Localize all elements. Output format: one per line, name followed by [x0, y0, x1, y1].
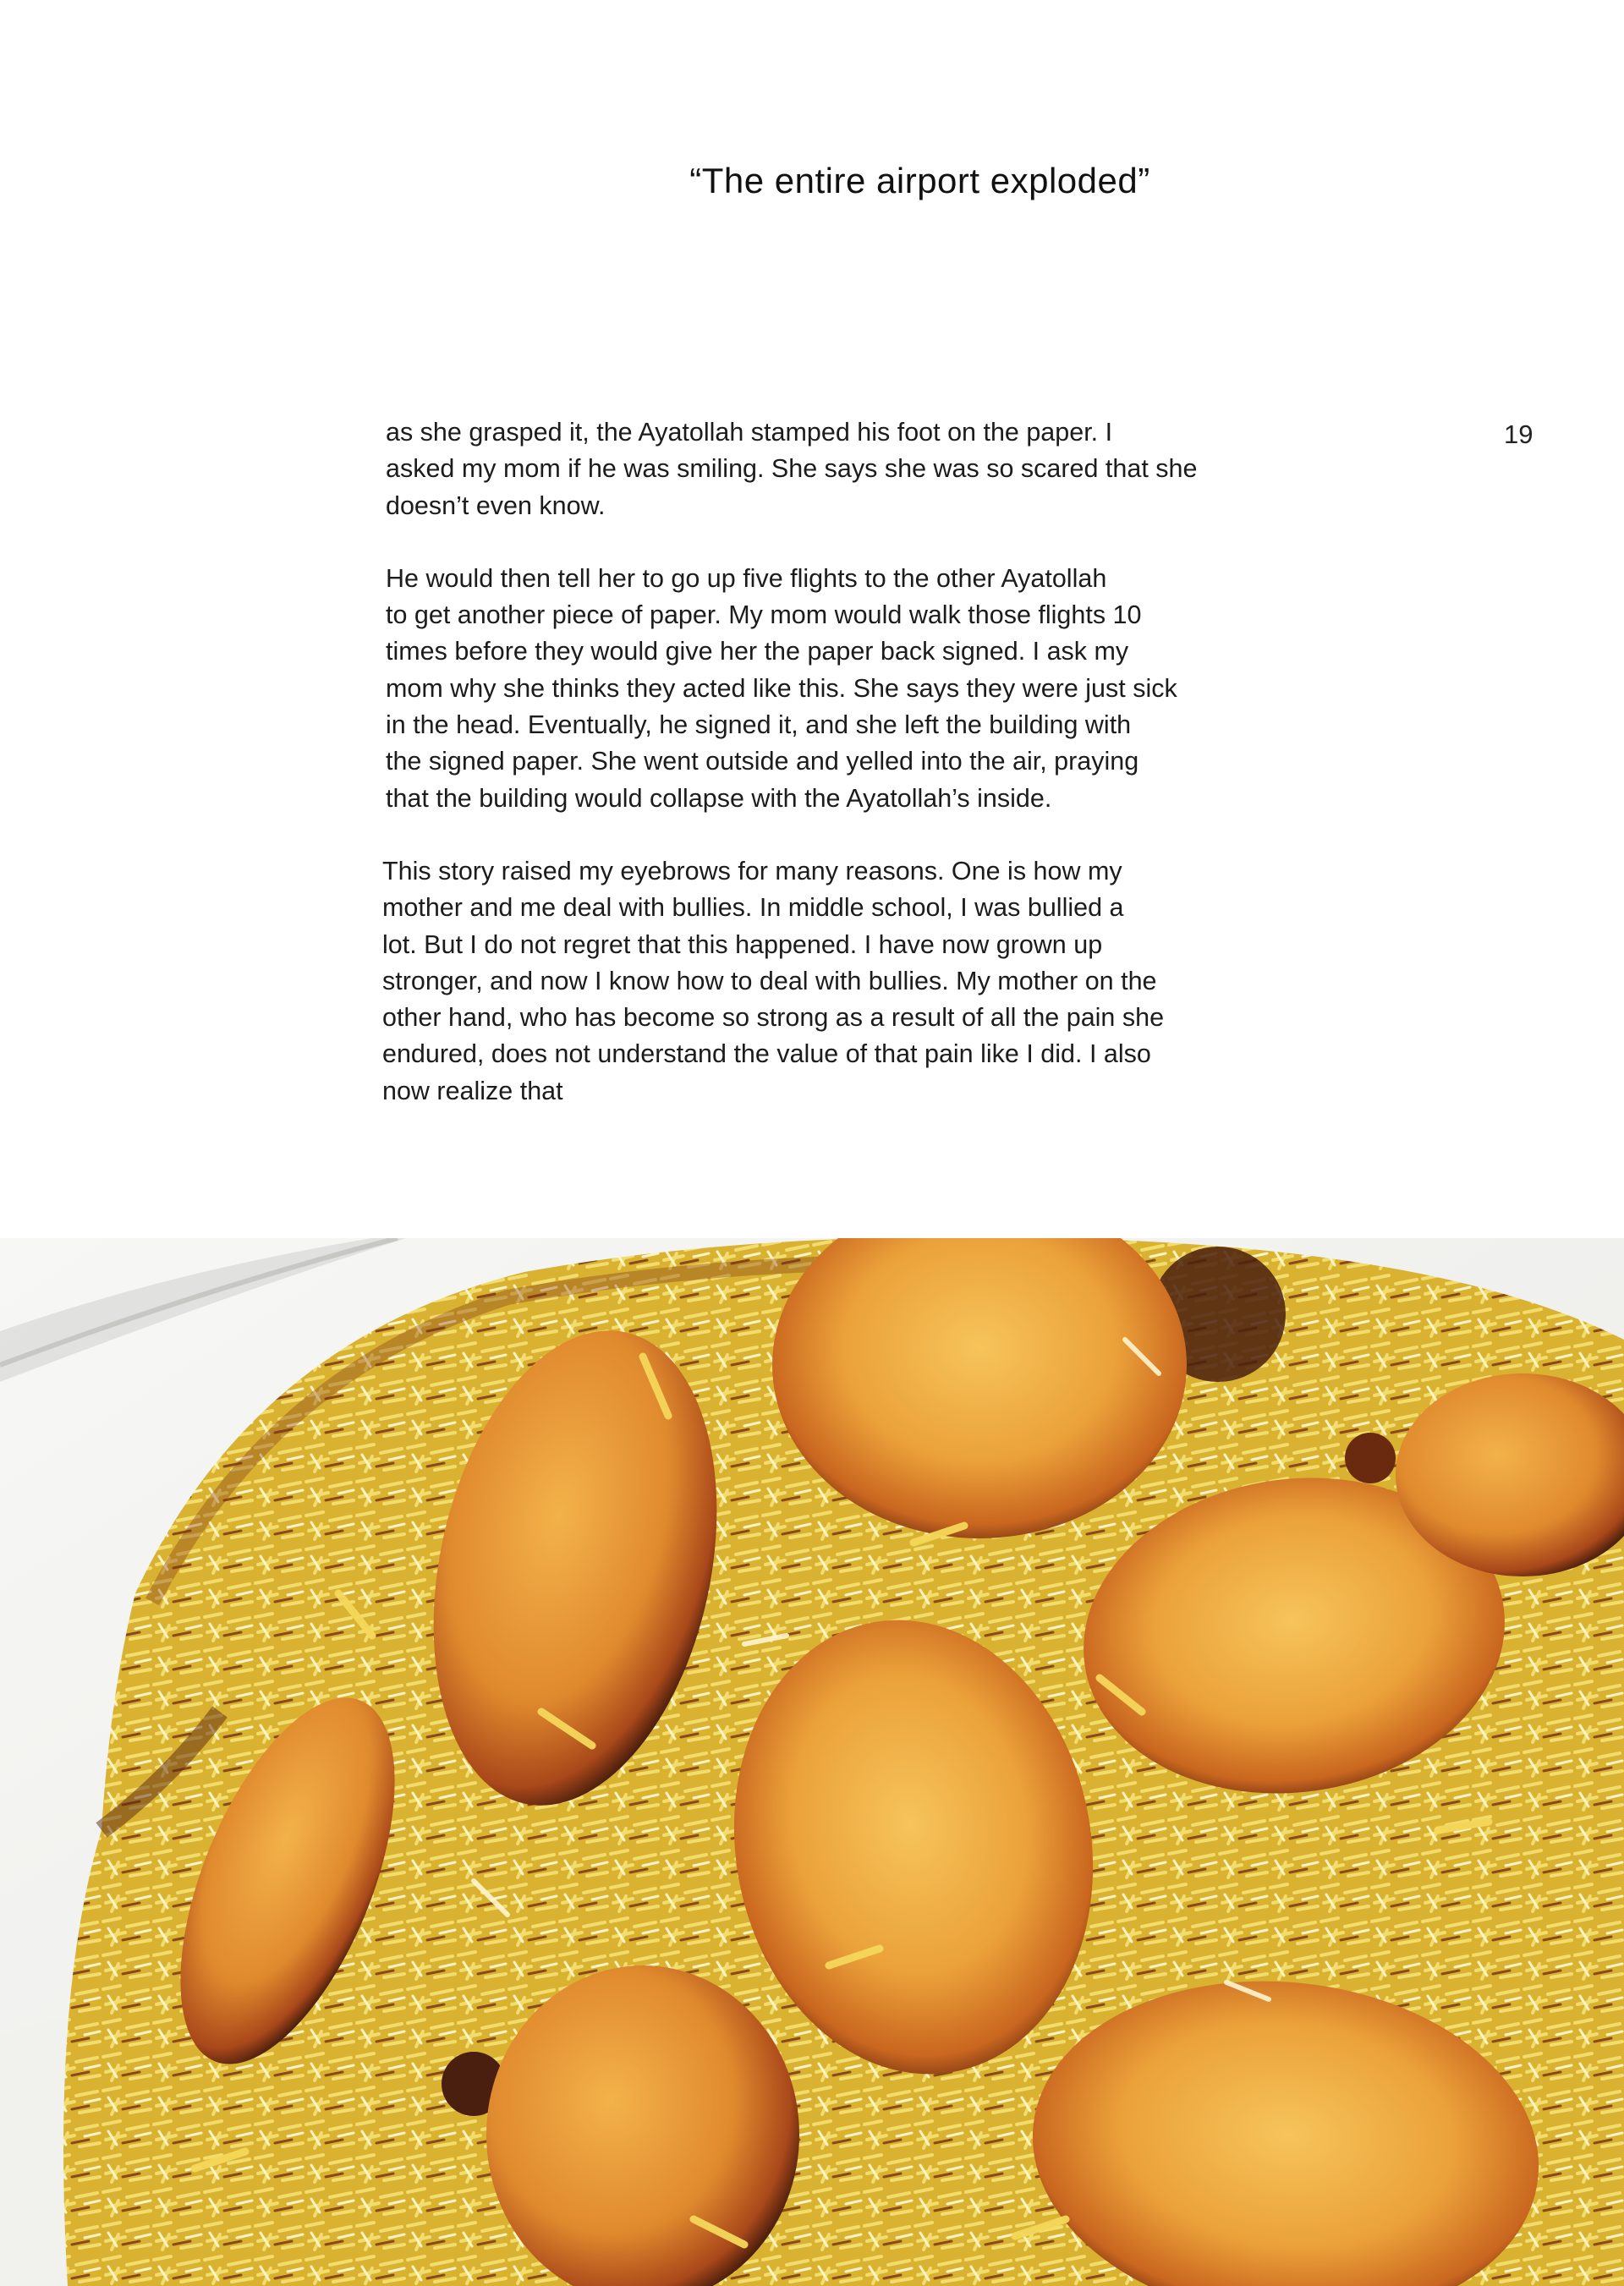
chapter-title: “The entire airport exploded”: [689, 161, 1150, 200]
paragraph-2: He would then tell her to go up five flights to the other Ayatollah to get another piece of paper. My mom would walk those flights 10 times before they would give her the paper back signed. I ask my mom why she thinks they acted like this. She says they were just sick in the head. Eventually, he signed it, and she left the building with the signed paper. She went outside and yelled into the air, praying that the building would collapse with the Ayatollah’s inside.: [386, 563, 1177, 813]
paragraph-1: as she grasped it, the Ayatollah stamped his foot on the paper. I asked my mom if he was smiling. She says she was so scared that she doesn’t even know.: [386, 418, 1198, 520]
food-photo: [0, 1238, 1624, 2286]
body-text: [382, 414, 1257, 1146]
tahdig-potato-rice-illustration: [0, 1238, 1624, 2286]
page-number: 19: [1504, 419, 1533, 449]
paragraph-3: This story raised my eyebrows for many reasons. One is how my mother and me deal with bullies. In middle school, I was bullied a lot. But I do not regret that this happened. I have now grown up stronger, and now I know how to deal with bullies. My mother on the other hand, who has become so strong as a result of all the pain she endured, does not understand the value of that pain like I did. I also now realize that: [382, 856, 1165, 1105]
